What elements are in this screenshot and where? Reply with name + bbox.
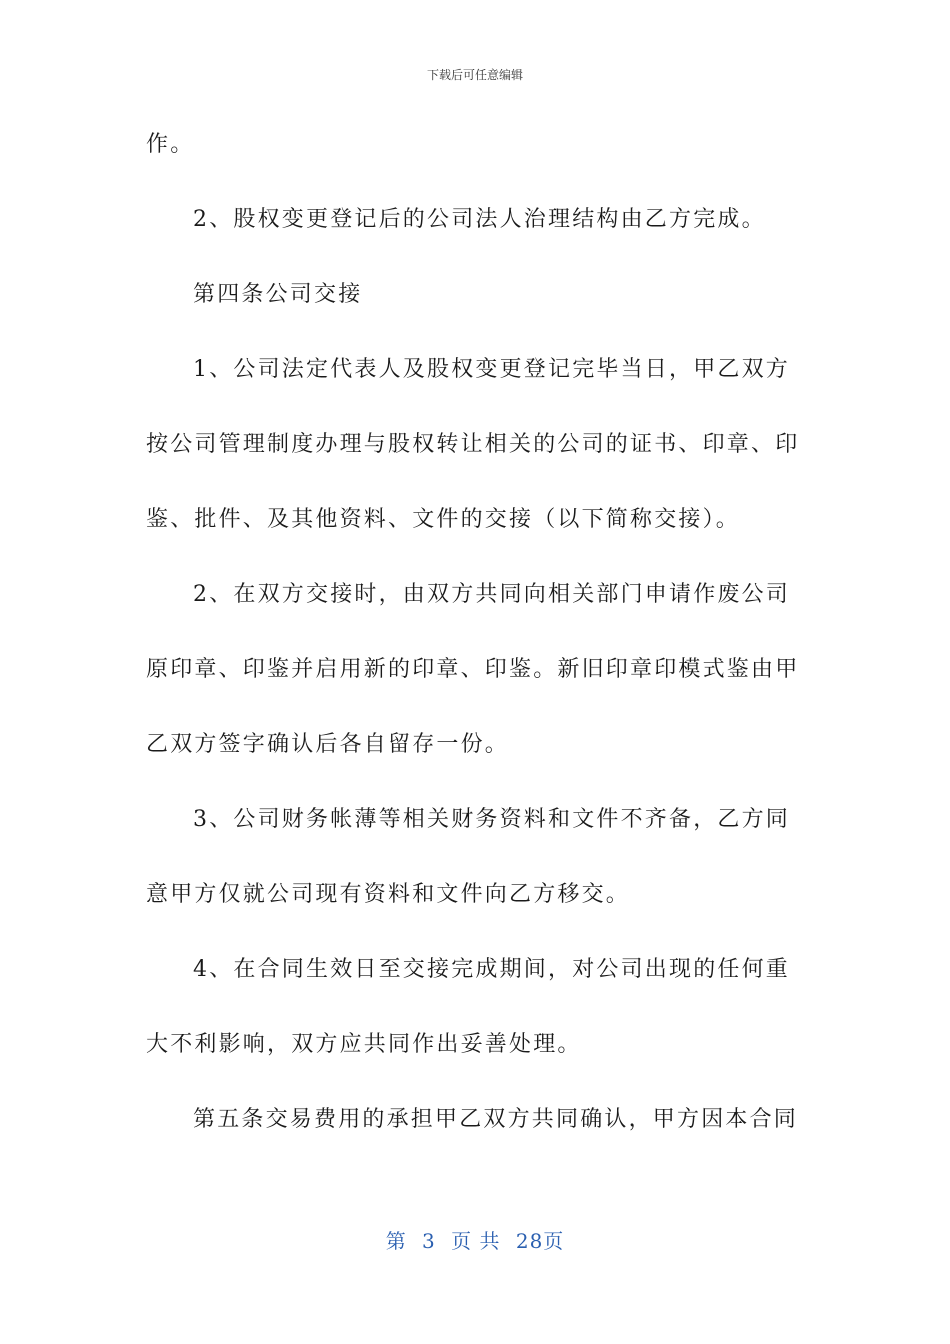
text-line: 3、公司财务帐薄等相关财务资料和文件不齐备，乙方同 (193, 807, 790, 832)
text-line: 2、股权变更登记后的公司法人治理结构由乙方完成。 (193, 207, 766, 232)
footer-prefix: 第 (385, 1229, 407, 1253)
text-line: 4、在合同生效日至交接完成期间，对公司出现的任何重 (193, 957, 790, 982)
text-line: 按公司管理制度办理与股权转让相关的公司的证书、印章、印 (146, 432, 800, 457)
current-page-number: 3 (422, 1229, 436, 1253)
section-heading: 第五条交易费用的承担甲乙双方共同确认，甲方因本合同 (193, 1107, 799, 1132)
section-heading: 第四条公司交接 (193, 282, 363, 307)
text-line: 意甲方仅就公司现有资料和文件向乙方移交。 (146, 882, 631, 907)
text-line: 2、在双方交接时，由双方共同向相关部门申请作废公司 (193, 582, 790, 607)
text-line: 作。 (146, 132, 195, 157)
text-line: 原印章、印鉴并启用新的印章、印鉴。新旧印章印模式鉴由甲 (146, 657, 800, 682)
text-line: 1、公司法定代表人及股权变更登记完毕当日，甲乙双方 (193, 357, 790, 382)
page-footer (0, 1225, 950, 1254)
text-line: 鉴、批件、及其他资料、文件的交接（以下简称交接）。 (146, 507, 741, 532)
text-line: 乙双方签字确认后各自留存一份。 (146, 732, 510, 757)
page-header-note: 下载后可任意编辑 (426, 68, 523, 82)
text-line: 大不利影响，双方应共同作出妥善处理。 (146, 1032, 582, 1057)
total-pages: 28页 (515, 1229, 565, 1253)
footer-middle: 页 共 (451, 1229, 501, 1253)
